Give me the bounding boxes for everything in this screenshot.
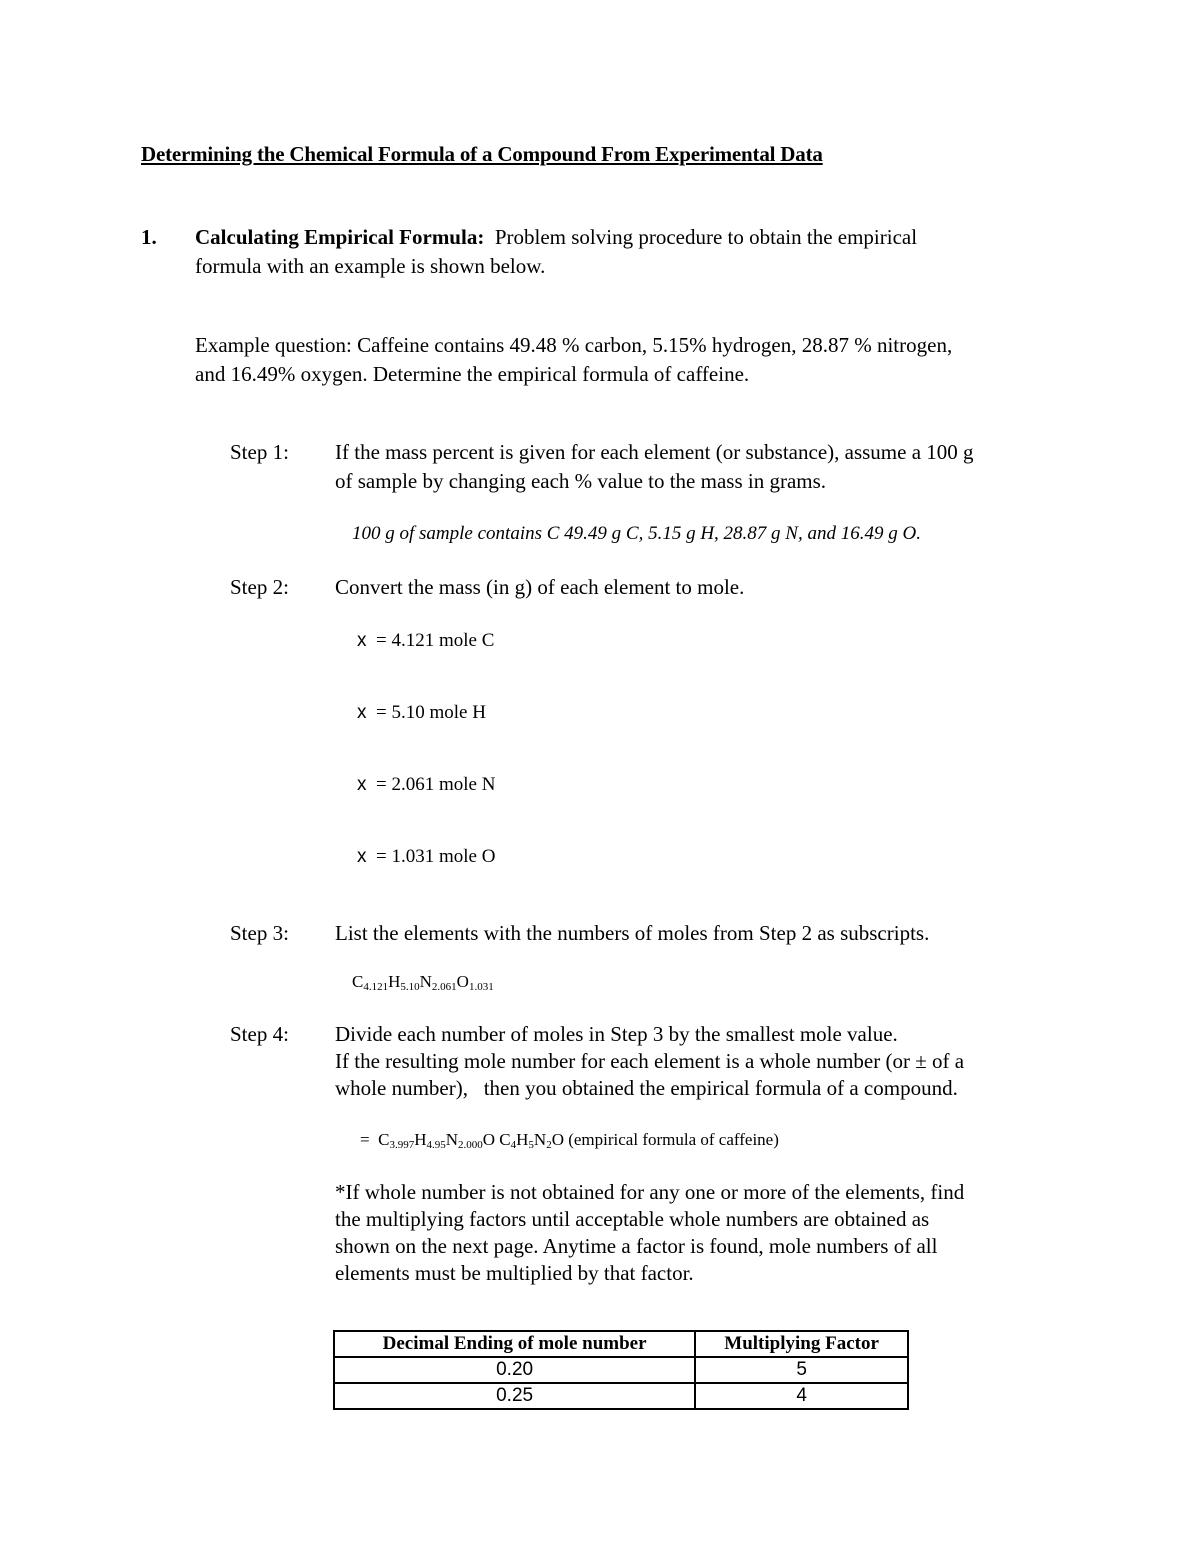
result-equals: = <box>360 1130 370 1149</box>
table-header: Multiplying Factor <box>695 1331 908 1357</box>
formula-subscript: 1.031 <box>468 981 494 993</box>
example-question-line2: and 16.49% oxygen. Determine the empirical formula of caffeine. <box>195 362 750 386</box>
step4-line2: If the resulting mole number for each element is a whole number (or ± of a <box>335 1049 965 1073</box>
formula-element: N <box>445 1130 458 1149</box>
formula-element: O <box>456 972 469 991</box>
step4-label: Step 4: <box>230 1022 289 1046</box>
formula-element: H <box>388 972 401 991</box>
formula-element: H <box>516 1130 529 1149</box>
mole-value: = 1.031 mole O <box>376 846 496 867</box>
step3-text: List the elements with the numbers of moles from Step 2 as subscripts. <box>335 921 930 945</box>
note-line4: elements must be multiplied by that factor. <box>335 1261 694 1285</box>
step1-line1: If the mass percent is given for each element (or substance), assume a 100 g <box>335 440 974 464</box>
step2-text: Convert the mass (in g) of each element to mole. <box>335 575 745 599</box>
step4-line3: whole number), then you obtained the empirical formula of a compound. <box>335 1076 958 1100</box>
step1-label: Step 1: <box>230 440 289 464</box>
formula-element: N <box>419 972 432 991</box>
table-row <box>334 1357 908 1383</box>
result-caption: (empirical formula of caffeine) <box>568 1130 779 1149</box>
formula-subscript: 2.000 <box>458 1139 483 1151</box>
formula-element: H <box>414 1130 427 1149</box>
formula-element: C <box>499 1130 511 1149</box>
step4-result <box>360 1130 779 1151</box>
note-line1: *If whole number is not obtained for any one or more of the elements, find <box>335 1180 965 1204</box>
mole-line-n <box>357 774 495 796</box>
formula-subscript: 2 <box>546 1139 552 1151</box>
section-intro <box>195 225 917 250</box>
formula-subscript: 4.121 <box>363 981 389 993</box>
table-cell: 0.25 <box>334 1383 695 1409</box>
formula-subscript: 4.95 <box>426 1139 446 1151</box>
formula-element: N <box>533 1130 547 1149</box>
mole-var: x <box>357 846 367 867</box>
step3-label: Step 3: <box>230 921 289 945</box>
table-header-row <box>334 1331 908 1357</box>
mole-line-o <box>357 846 495 868</box>
mole-var: x <box>357 702 367 723</box>
note-line2: the multiplying factors until acceptable whole numbers are obtained as <box>335 1207 930 1231</box>
mole-var: x <box>357 630 367 651</box>
section-heading: Calculating Empirical Formula: <box>195 225 485 249</box>
section-intro-text: Problem solving procedure to obtain the empirical <box>494 225 918 249</box>
mole-value: = 4.121 mole C <box>376 630 495 651</box>
mole-line-c <box>357 630 494 652</box>
formula-subscript: 3.997 <box>389 1139 415 1151</box>
mole-value: = 2.061 mole N <box>376 774 496 795</box>
multiplying-factor-table <box>333 1330 909 1410</box>
section-number: 1. <box>141 225 157 249</box>
formula-subscript: 2.061 <box>431 981 457 993</box>
table-cell: 4 <box>695 1383 908 1409</box>
section-intro-line2: formula with an example is shown below. <box>195 254 546 278</box>
formula-subscript: 5 <box>528 1139 534 1151</box>
example-question-line1: Example question: Caffeine contains 49.48 % carbon, 5.15% hydrogen, 28.87 % nitrogen, <box>195 333 953 357</box>
step4-line1: Divide each number of moles in Step 3 by the smallest mole value. <box>335 1022 898 1046</box>
mole-value: = 5.10 mole H <box>376 702 486 723</box>
formula-element: C <box>352 972 364 991</box>
step1-line2: of sample by changing each % value to the mass in grams. <box>335 469 827 493</box>
page-title: Determining the Chemical Formula of a Compound From Experimental Data <box>141 142 823 166</box>
note-line3: shown on the next page. Anytime a factor is found, mole numbers of all <box>335 1234 938 1258</box>
step3-formula <box>352 972 494 993</box>
formula-element: O <box>482 1130 496 1149</box>
table-cell: 5 <box>695 1357 908 1383</box>
table-header: Decimal Ending of mole number <box>334 1331 695 1357</box>
mole-var: x <box>357 774 367 795</box>
mole-line-h <box>357 702 486 724</box>
step1-example: 100 g of sample contains C 49.49 g C, 5.15 g H, 28.87 g N, and 16.49 g O. <box>352 523 921 544</box>
formula-subscript: 5.10 <box>400 981 420 993</box>
table-cell: 0.20 <box>334 1357 695 1383</box>
table-row <box>334 1383 908 1409</box>
formula-subscript: 4 <box>510 1139 517 1151</box>
step2-label: Step 2: <box>230 575 289 599</box>
formula-element: O <box>551 1130 564 1149</box>
formula-element: C <box>378 1130 390 1149</box>
